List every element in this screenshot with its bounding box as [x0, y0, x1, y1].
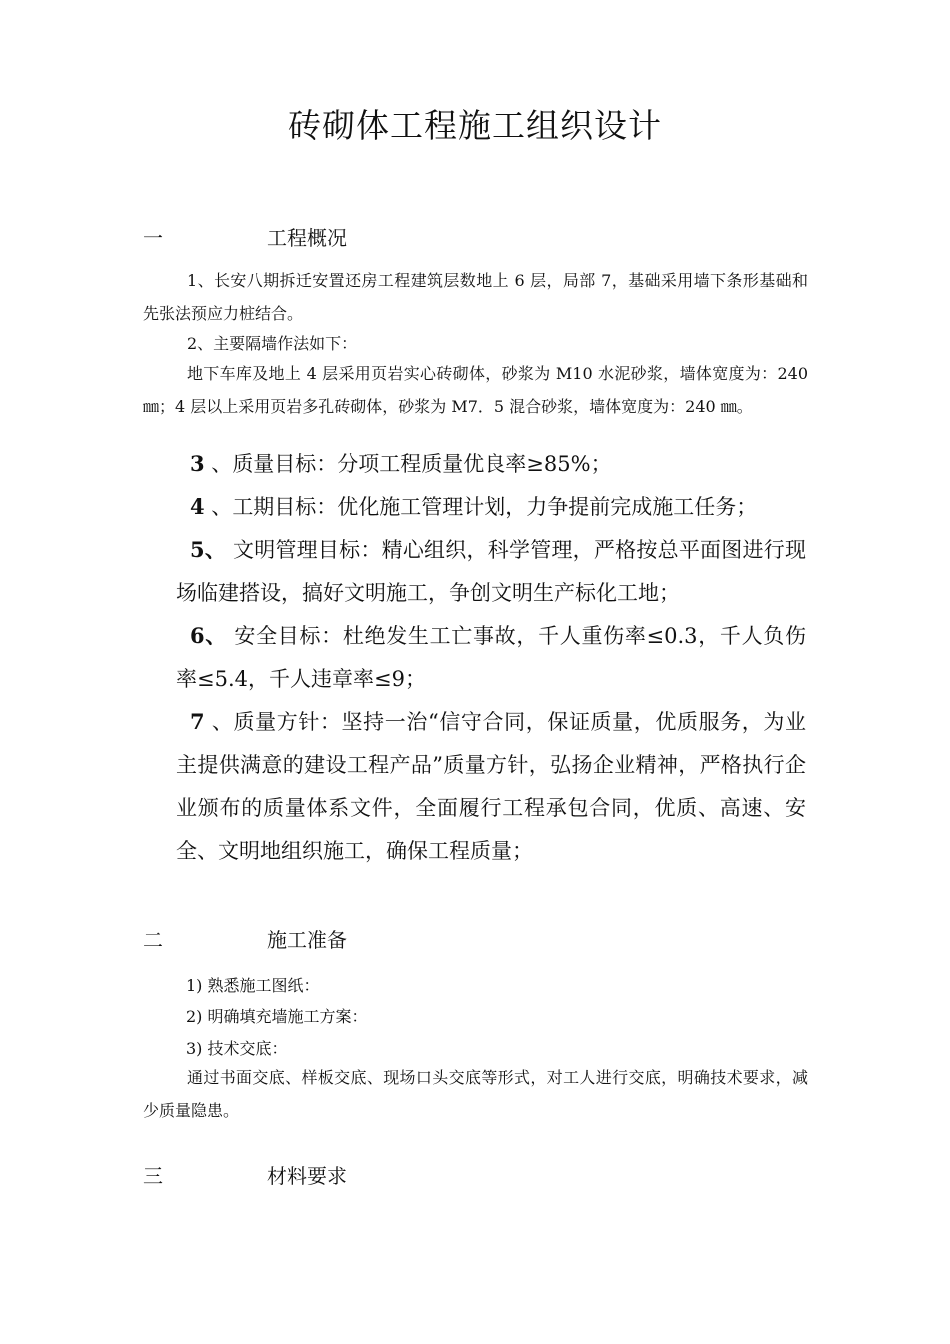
section-number: 三: [143, 1164, 163, 1188]
item-number: 4: [190, 494, 205, 519]
list-item: [190, 485, 810, 529]
paragraph: 地下车库及地上 4 层采用页岩实心砖砌体，砂浆为 M10 水泥砂浆，墙体宽度为：240 ㎜；4 层以上采用页岩多孔砖砌体，砂浆为 M7．5 混合砂浆，墙体宽度为：240 ㎜。: [143, 364, 808, 416]
item-separator: 、: [204, 710, 234, 734]
paragraph: 通过书面交底、样板交底、现场口头交底等形式，对工人进行交底，明确技术要求，减少质量隐患。: [143, 1068, 808, 1120]
section-title: 施工准备: [267, 928, 347, 952]
paragraph: 1、长安八期拆迁安置还房工程建筑层数地上 6 层，局部 7，基础采用墙下条形基础和先张法预应力桩结合。: [143, 271, 808, 323]
section-title: 材料要求: [267, 1164, 347, 1188]
item-text: 质量目标：分项工程质量优良率≥85%；: [232, 452, 612, 476]
document-title: 砖砌体工程施工组织设计: [288, 106, 662, 145]
item-text: 安全目标：杜绝发生工亡事故，千人重伤率≤0.3，千人负伤率≤5.4，千人违章率≤9；: [176, 624, 806, 691]
list-item: 3) 技术交底：: [186, 1039, 288, 1058]
list-item: [176, 614, 806, 701]
section-heading-1: [143, 222, 347, 251]
section-number: 二: [143, 928, 163, 952]
list-item: [190, 442, 810, 486]
list-item: [176, 700, 806, 873]
item-separator: 、: [204, 452, 233, 476]
paragraph: 2、主要隔墙作法如下：: [187, 334, 358, 353]
list-item: 2) 明确填充墙施工方案：: [186, 1007, 368, 1026]
section-title: 工程概况: [267, 226, 347, 250]
section-heading-2: [143, 924, 347, 953]
item-text: 质量方针：坚持一治“信守合同，保证质量，优质服务，为业主提供满意的建设工程产品”质量方针，弘扬企业精神，严格执行企业颁布的质量体系文件，全面履行工程承包合同，优质、高速、安全、文明地组织施工，确保工程质量；: [176, 710, 806, 863]
section-heading-3: [143, 1160, 347, 1189]
item-text: 文明管理目标：精心组织，科学管理，严格按总平面图进行现场临建搭设，搞好文明施工，争创文明生产标化工地；: [176, 538, 806, 605]
item-separator: 、: [204, 495, 233, 519]
item-number: 6、: [190, 623, 227, 648]
item-text: 工期目标：优化施工管理计划，力争提前完成施工任务；: [232, 495, 758, 519]
section-number: 一: [143, 226, 163, 250]
list-item: [176, 528, 806, 615]
item-number: 5、: [190, 537, 227, 562]
list-item: 1) 熟悉施工图纸：: [186, 976, 320, 995]
item-number: 7: [190, 709, 205, 734]
item-separator: [226, 538, 233, 562]
item-number: 3: [190, 451, 205, 476]
